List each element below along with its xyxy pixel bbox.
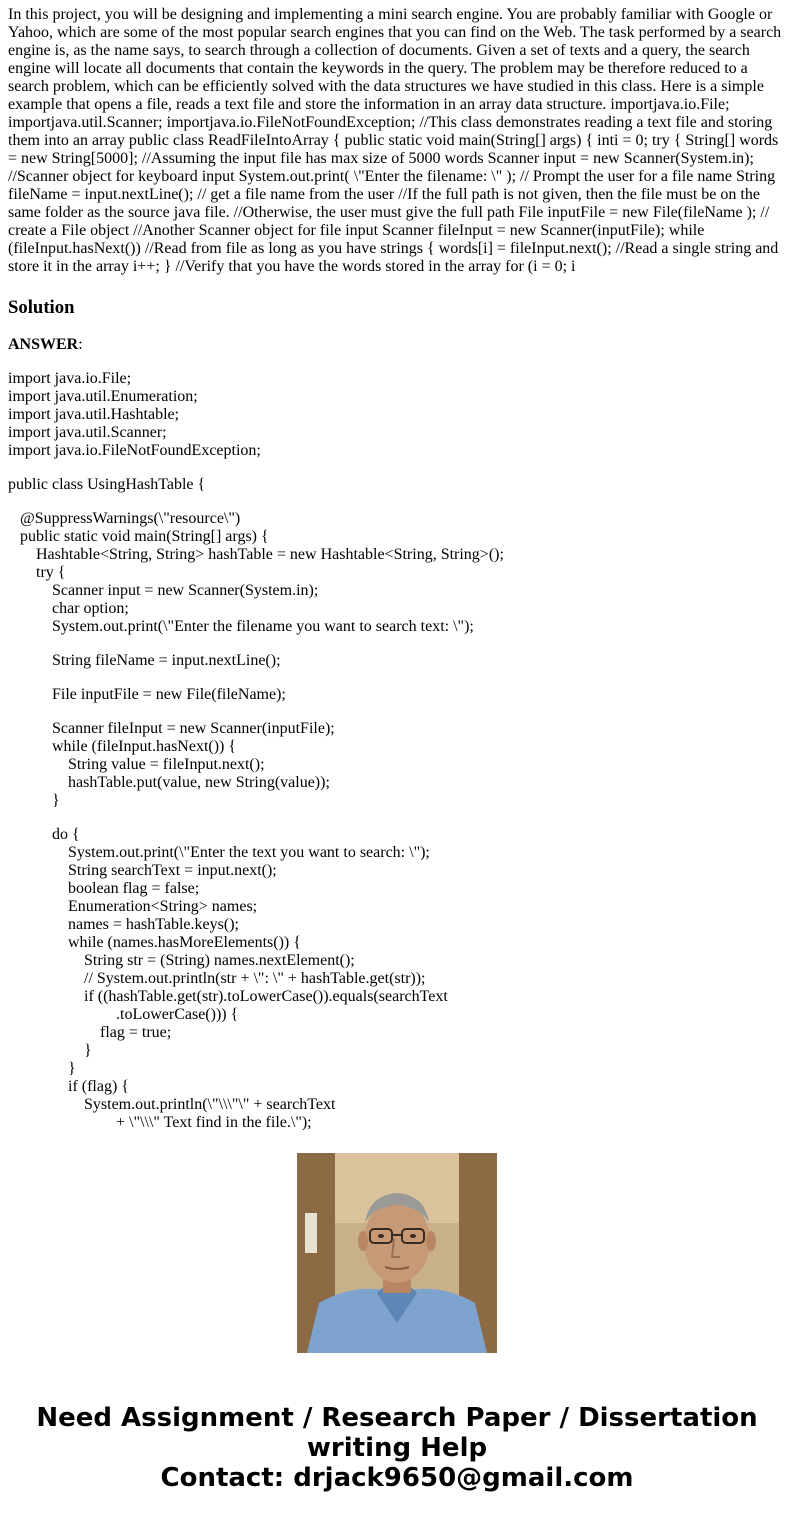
code-line: [8, 810, 786, 826]
code-line: }: [8, 792, 60, 809]
code-line: [8, 636, 786, 652]
answer-label-bold: ANSWER: [8, 336, 79, 353]
code-line: [8, 494, 786, 510]
code-line: public class UsingHashTable {: [8, 476, 206, 493]
code-line: flag = true;: [8, 1024, 172, 1041]
code-line: Scanner input = new Scanner(System.in);: [8, 582, 319, 599]
answer-label: [8, 336, 83, 354]
code-line: @SuppressWarnings(\"resource\"): [8, 510, 241, 527]
code-line: names = hashTable.keys();: [8, 916, 239, 933]
code-line: import java.util.Enumeration;: [8, 388, 198, 405]
code-line: if (flag) {: [8, 1078, 129, 1095]
code-line: System.out.print(\"Enter the filename you want to search text: \");: [8, 618, 474, 635]
code-line: char option;: [8, 600, 129, 617]
code-line: do {: [8, 826, 80, 843]
code-line: import java.util.Hashtable;: [8, 406, 180, 423]
code-line: String fileName = input.nextLine();: [8, 652, 281, 669]
code-line: hashTable.put(value, new String(value));: [8, 774, 330, 791]
code-line: [8, 704, 786, 720]
code-line: System.out.println(\"\\\"\" + searchText: [8, 1096, 336, 1113]
author-avatar: [297, 1153, 497, 1353]
code-line: // System.out.println(str + \": \" + hashTable.get(str));: [8, 970, 426, 987]
code-line: }: [8, 1042, 92, 1059]
code-line: + \"\\\" Text find in the file.\");: [8, 1114, 312, 1131]
code-line: System.out.print(\"Enter the text you want to search: \");: [8, 844, 430, 861]
code-line: import java.io.File;: [8, 370, 132, 387]
promo-banner: [0, 1403, 794, 1493]
question-text: In this project, you will be designing and implementing a mini search engine. You are probably familiar with Google or Yahoo, which are some of the most popular search engines that you can find on the Web. The task performed by a search engine is, as the name says, to search through a collection of documents. Given a set of texts and a query, the search engine will locate all documents that contain the keywords in the query. The problem may be therefore reduced to a search problem, which can be efficiently solved with the data structures we have studied in this class. Here is a simple example that opens a file, reads a text file and store the information in an array data structure. importjava.io.File; importjava.util.Scanner; importjava.io.FileNotFoundException; //This class demonstrates reading a text file and storing them into an array public class ReadFileIntoArray { public static void main(String[] args) { inti = 0; try { String[] words = new String[5000]; //Assuming the input file has max size of 5000 words Scanner input = new Scanner(System.in); //Scanner object for keyboard input System.out.print( \"Enter the filename: \" ); // Prompt the user for a file name String fileName = input.nextLine(); // get a file name from the user //If the full path is not given, then the file must be on the same folder as the source java file. //Otherwise, the user must give the full path File inputFile = new File(fileName ); // create a File object //Another Scanner object for file input Scanner fileInput = new Scanner(inputFile); while (fileInput.hasNext()) //Read from file as long as you have strings { words[i] = fileInput.next(); //Read a single string and store it in the array i++; } //Verify that you have the words stored in the array for (i = 0; i: [8, 6, 782, 275]
code-line: if ((hashTable.get(str).toLowerCase()).equals(searchText: [8, 988, 448, 1005]
code-line: try {: [8, 564, 66, 581]
answer-label-colon: :: [78, 336, 83, 353]
code-line: String searchText = input.next();: [8, 862, 277, 879]
code-line: import java.util.Scanner;: [8, 424, 167, 441]
solution-heading: Solution: [8, 297, 75, 318]
code-line: Enumeration<String> names;: [8, 898, 258, 915]
code-line: import java.io.FileNotFoundException;: [8, 442, 261, 459]
code-line: File inputFile = new File(fileName);: [8, 686, 286, 703]
code-line: [8, 670, 786, 686]
solution-code: [8, 370, 786, 1131]
promo-contact: Contact: drjack9650@gmail.com: [160, 1463, 634, 1493]
code-line: .toLowerCase())) {: [8, 1006, 239, 1023]
code-line: }: [8, 1060, 76, 1077]
code-line: while (fileInput.hasNext()) {: [8, 738, 237, 755]
code-line: String value = fileInput.next();: [8, 756, 265, 773]
code-line: public static void main(String[] args) {: [8, 528, 269, 545]
promo-line-1: Need Assignment / Research Paper / Dissertation writing Help: [36, 1403, 758, 1463]
code-line: [8, 460, 786, 476]
code-line: Scanner fileInput = new Scanner(inputFile);: [8, 720, 335, 737]
code-line: Hashtable<String, String> hashTable = new Hashtable<String, String>();: [8, 546, 504, 563]
code-line: while (names.hasMoreElements()) {: [8, 934, 301, 951]
author-avatar-photo: [297, 1153, 497, 1353]
code-line: boolean flag = false;: [8, 880, 200, 897]
code-line: String str = (String) names.nextElement();: [8, 952, 355, 969]
